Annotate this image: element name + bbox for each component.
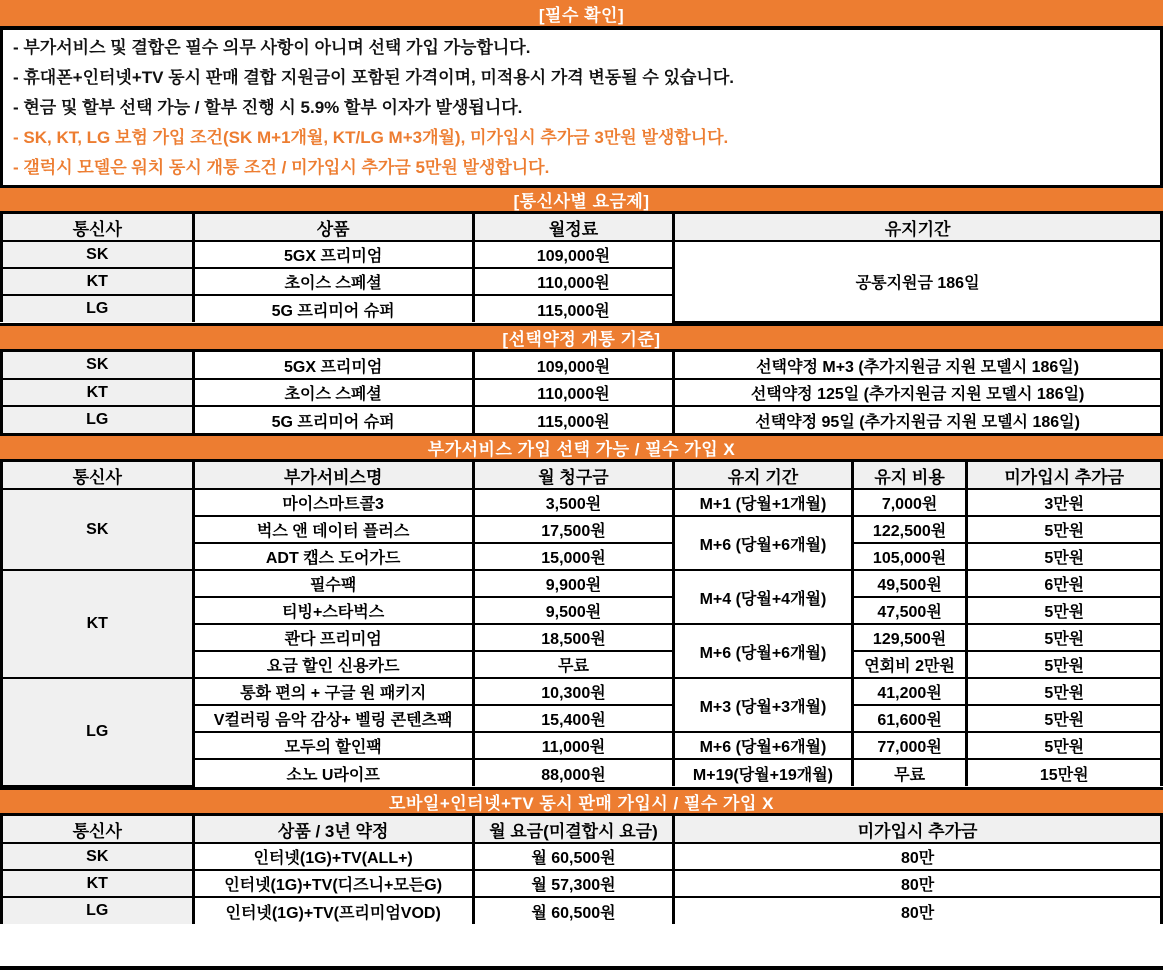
penalty-cell: 5만원: [967, 651, 1162, 678]
section-header-bundle: [0, 787, 1163, 816]
product-cell: 인터넷(1G)+TV(ALL+): [193, 843, 473, 870]
notice-line: - 휴대폰+인터넷+TV 동시 판매 결합 지원금이 포함된 가격이며, 미적용시 가격 변동될 수 있습니다.: [13, 68, 734, 87]
addon-name-cell: 마이스마트콜3: [193, 489, 473, 516]
cost-cell: 41,200원: [852, 678, 967, 705]
product-cell: 5G 프리미어 슈퍼: [193, 295, 473, 322]
cost-cell: 연회비 2만원: [852, 651, 967, 678]
monthly-fee-cell: 17,500원: [473, 516, 673, 543]
product-cell: 5GX 프리미엄: [193, 241, 473, 268]
retention-cell: 선택약정 125일 (추가지원금 지원 모델시 186일): [674, 379, 1162, 406]
monthly-fee-cell: 3,500원: [473, 489, 673, 516]
monthly-fee-cell: 18,500원: [473, 624, 673, 651]
carrier-plans-table: [0, 214, 1163, 323]
penalty-cell: 3만원: [967, 489, 1162, 516]
penalty-cell: 5만원: [967, 624, 1162, 651]
penalty-cell: 5만원: [967, 705, 1162, 732]
carrier-cell: LG: [2, 295, 194, 322]
section-title: 부가서비스 가입 선택 가능 / 필수 가입 X: [427, 440, 736, 459]
cost-cell: 61,600원: [852, 705, 967, 732]
table-header-row: [2, 214, 1162, 241]
section-title: [필수 확인]: [538, 5, 625, 25]
carrier-merged-cell: KT: [2, 570, 194, 678]
carrier-merged-cell: SK: [2, 489, 194, 570]
product-cell: 초이스 스페셜: [193, 379, 473, 406]
notice-line: - 갤럭시 모델은 워치 동시 개통 조건 / 미가입시 추가금 5만원 발생합니다.: [13, 158, 550, 177]
penalty-cell: 15만원: [967, 759, 1162, 786]
cost-cell: 무료: [852, 759, 967, 786]
table-row: [2, 570, 1162, 597]
addon-name-cell: 필수팩: [193, 570, 473, 597]
product-cell: 초이스 스페셜: [193, 268, 473, 295]
carrier-cell: KT: [2, 870, 194, 897]
period-merged-cell: M+6 (당월+6개월): [674, 624, 853, 678]
addon-name-cell: ADT 캡스 도어가드: [193, 543, 473, 570]
column-header: 부가서비스명: [193, 462, 473, 489]
notice-line: - SK, KT, LG 보험 가입 조건(SK M+1개월, KT/LG M+3개월), 미가입시 추가금 3만원 발생합니다.: [13, 128, 729, 147]
addon-name-cell: 벅스 앤 데이터 플러스: [193, 516, 473, 543]
penalty-cell: 5만원: [967, 732, 1162, 759]
table-row: [2, 352, 1162, 379]
carrier-cell: SK: [2, 352, 194, 379]
fee-cell: 110,000원: [473, 379, 673, 406]
section-title: [통신사별 요금제]: [513, 192, 650, 211]
period-cell: M+19(당월+19개월): [674, 759, 853, 786]
column-header: 월 요금(미결합시 요금): [473, 816, 673, 843]
monthly-fee-cell: 무료: [473, 651, 673, 678]
carrier-cell: LG: [2, 897, 194, 924]
column-header: 월 청구금: [473, 462, 673, 489]
fee-cell: 115,000원: [473, 406, 673, 433]
fee-cell: 109,000원: [473, 241, 673, 268]
penalty-cell: 80만: [674, 843, 1162, 870]
penalty-cell: 80만: [674, 870, 1162, 897]
column-header: 통신사: [2, 816, 194, 843]
cost-cell: 47,500원: [852, 597, 967, 624]
table-row: [2, 843, 1162, 870]
product-cell: 인터넷(1G)+TV(프리미엄VOD): [193, 897, 473, 924]
fee-cell: 115,000원: [473, 295, 673, 322]
section-header-carrier-plans: [0, 185, 1163, 214]
addons-table: [0, 462, 1163, 787]
table-row: [2, 897, 1162, 924]
penalty-cell: 5만원: [967, 678, 1162, 705]
carrier-cell: LG: [2, 406, 194, 433]
period-merged-cell: M+6 (당월+6개월): [674, 516, 853, 570]
cost-cell: 7,000원: [852, 489, 967, 516]
section-header-addons: [0, 433, 1163, 462]
notice-list: [0, 30, 1163, 185]
period-cell: M+1 (당월+1개월): [674, 489, 853, 516]
notice-line: - 부가서비스 및 결합은 필수 의무 사항이 아니며 선택 가입 가능합니다.: [13, 38, 531, 57]
column-header: 월정료: [473, 214, 673, 241]
product-cell: 5G 프리미어 슈퍼: [193, 406, 473, 433]
fee-cell: 109,000원: [473, 352, 673, 379]
column-header: 통신사: [2, 214, 194, 241]
column-header: 상품 / 3년 약정: [193, 816, 473, 843]
penalty-cell: 6만원: [967, 570, 1162, 597]
period-cell: M+6 (당월+6개월): [674, 732, 853, 759]
addon-name-cell: 모두의 할인팩: [193, 732, 473, 759]
carrier-merged-cell: LG: [2, 678, 194, 786]
retention-merged-cell: 공통지원금 186일: [674, 241, 1162, 322]
column-header: 유지 기간: [674, 462, 853, 489]
section-title: [선택약정 개통 기준]: [502, 330, 661, 349]
section-title: 모바일+인터넷+TV 동시 판매 가입시 / 필수 가입 X: [389, 794, 774, 813]
carrier-cell: KT: [2, 268, 194, 295]
addon-name-cell: 소노 U라이프: [193, 759, 473, 786]
fee-cell: 월 60,500원: [473, 897, 673, 924]
column-header: 통신사: [2, 462, 194, 489]
select-contract-table: [0, 352, 1163, 433]
table-row: [2, 489, 1162, 516]
penalty-cell: 5만원: [967, 516, 1162, 543]
table-row: [2, 678, 1162, 705]
column-header: 유지기간: [674, 214, 1162, 241]
monthly-fee-cell: 9,900원: [473, 570, 673, 597]
table-row: [2, 870, 1162, 897]
penalty-cell: 5만원: [967, 597, 1162, 624]
table-row: [2, 406, 1162, 433]
bundle-table: [0, 816, 1163, 924]
penalty-cell: 5만원: [967, 543, 1162, 570]
addon-name-cell: 통화 편의 + 구글 원 패키지: [193, 678, 473, 705]
monthly-fee-cell: 15,000원: [473, 543, 673, 570]
column-header: 유지 비용: [852, 462, 967, 489]
carrier-cell: SK: [2, 241, 194, 268]
retention-cell: 선택약정 95일 (추가지원금 지원 모델시 186일): [674, 406, 1162, 433]
product-cell: 인터넷(1G)+TV(디즈니+모든G): [193, 870, 473, 897]
period-merged-cell: M+4 (당월+4개월): [674, 570, 853, 624]
penalty-cell: 80만: [674, 897, 1162, 924]
addon-name-cell: V컬러링 음악 감상+ 벨링 콘텐츠팩: [193, 705, 473, 732]
monthly-fee-cell: 10,300원: [473, 678, 673, 705]
column-header: 미가입시 추가금: [674, 816, 1162, 843]
cost-cell: 129,500원: [852, 624, 967, 651]
fee-cell: 110,000원: [473, 268, 673, 295]
column-header: 상품: [193, 214, 473, 241]
section-header-required-notice: [0, 0, 1163, 30]
cost-cell: 105,000원: [852, 543, 967, 570]
monthly-fee-cell: 88,000원: [473, 759, 673, 786]
table-row: [2, 379, 1162, 406]
retention-cell: 선택약정 M+3 (추가지원금 지원 모델시 186일): [674, 352, 1162, 379]
table-header-row: [2, 462, 1162, 489]
monthly-fee-cell: 11,000원: [473, 732, 673, 759]
cost-cell: 122,500원: [852, 516, 967, 543]
monthly-fee-cell: 9,500원: [473, 597, 673, 624]
fee-cell: 월 60,500원: [473, 843, 673, 870]
period-merged-cell: M+3 (당월+3개월): [674, 678, 853, 732]
table-row: [2, 241, 1162, 268]
section-header-select-contract: [0, 323, 1163, 352]
product-cell: 5GX 프리미엄: [193, 352, 473, 379]
column-header: 미가입시 추가금: [967, 462, 1162, 489]
monthly-fee-cell: 15,400원: [473, 705, 673, 732]
fee-cell: 월 57,300원: [473, 870, 673, 897]
carrier-cell: KT: [2, 379, 194, 406]
addon-name-cell: 티빙+스타벅스: [193, 597, 473, 624]
cost-cell: 49,500원: [852, 570, 967, 597]
addon-name-cell: 콴다 프리미엄: [193, 624, 473, 651]
notice-line: - 현금 및 할부 선택 가능 / 할부 진행 시 5.9% 할부 이자가 발생됩니다.: [13, 98, 523, 117]
table-header-row: [2, 816, 1162, 843]
carrier-cell: SK: [2, 843, 194, 870]
cost-cell: 77,000원: [852, 732, 967, 759]
addon-name-cell: 요금 할인 신용카드: [193, 651, 473, 678]
